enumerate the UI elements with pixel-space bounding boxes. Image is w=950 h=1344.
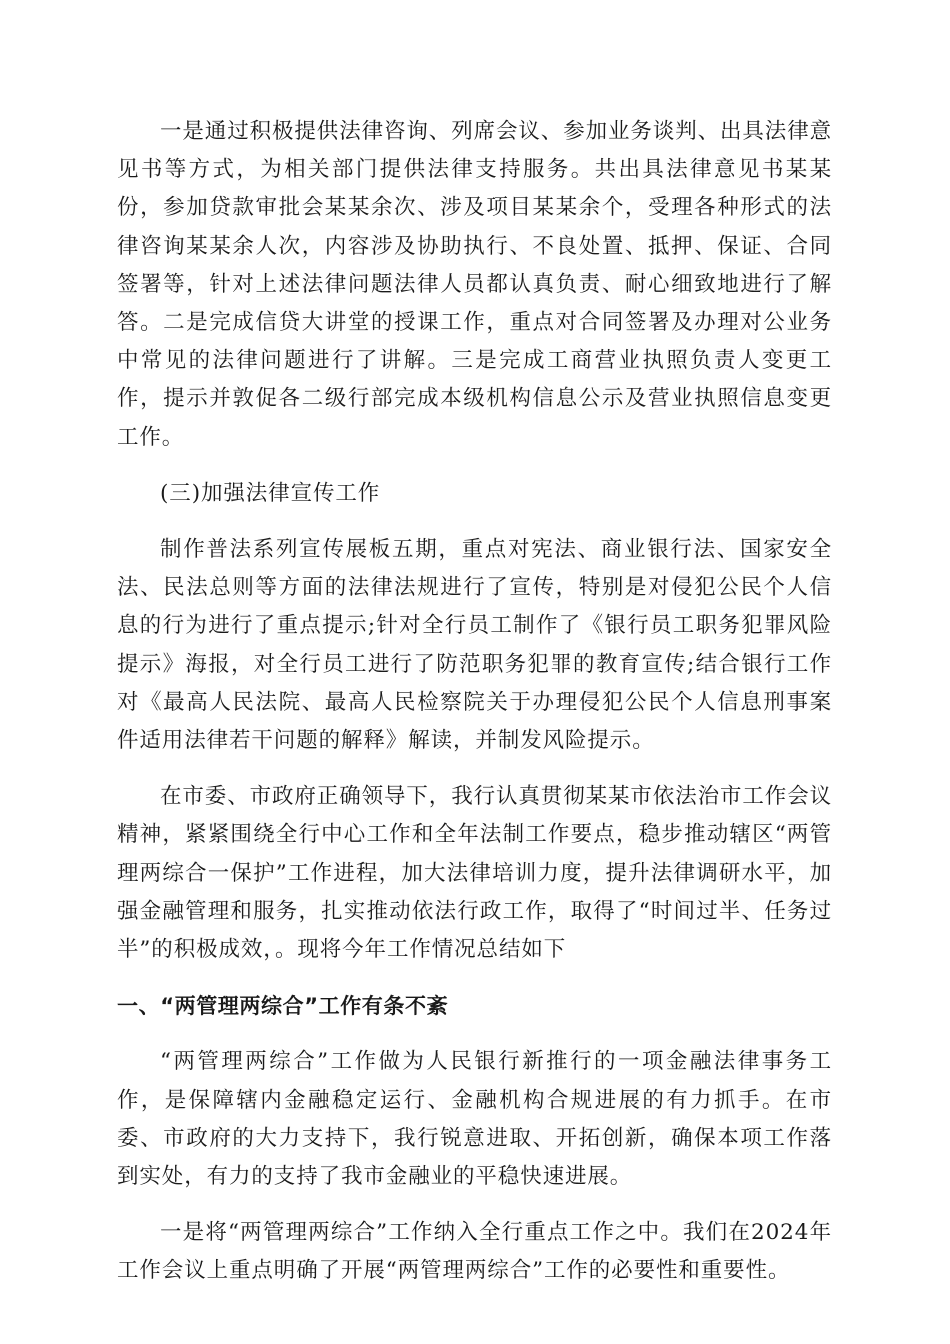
paragraph-two-management-overview: “两管理两综合”工作做为人民银行新推行的一项金融法律事务工作，是保障辖内金融稳定运行、金融机构合规进展的有力抓手。在市委、市政府的大力支持下，我行锐意进取、开拓创新，确保本项工作落到实处，有力的支持了我市金融业的平稳快速进展。 xyxy=(117,1049,832,1190)
paragraph-key-work: 一是将“两管理两综合”工作纳入全行重点工作之中。我们在2024年工作会议上重点明确了开展“两管理两综合”工作的必要性和重要性。 xyxy=(117,1220,832,1284)
section-heading-legal-publicity: (三)加强法律宣传工作 xyxy=(160,480,381,506)
document-body xyxy=(117,113,832,1291)
section-heading-two-management: 一、“两管理两综合”工作有条不紊 xyxy=(117,994,449,1019)
paragraph-legal-support: 一是通过积极提供法律咨询、列席会议、参加业务谈判、出具法律意见书等方式，为相关部门提供法律支持服务。共出具法律意见书某某份，参加贷款审批会某某余次、涉及项目某某余个，受理各种形式的法律咨询某某余人次，内容涉及协助执行、不良处置、抵押、保证、合同签署等，针对上述法律问题法律人员都认真负责、耐心细致地进行了解答。二是完成信贷大讲堂的授课工作，重点对合同签署及办理对公业务中常见的法律问题进行了讲解。三是完成工商营业执照负责人变更工作，提示并敦促各二级行部完成本级机构信息公示及营业执照信息变更工作。 xyxy=(117,119,833,450)
paragraph-legal-publicity: 制作普法系列宣传展板五期，重点对宪法、商业银行法、国家安全法、民法总则等方面的法律法规进行了宣传，特别是对侵犯公民个人信息的行为进行了重点提示;针对全行员工制作了《银行员工职务犯罪风险提示》海报，对全行员工进行了防范职务犯罪的教育宣传;结合银行工作对《最高人民法院、最高人民检察院关于办理侵犯公民个人信息刑事案件适用法律若干问题的解释》解读，并制发风险提示。 xyxy=(117,537,832,754)
paragraph-annual-summary-intro: 在市委、市政府正确领导下，我行认真贯彻某某市依法治市工作会议精神，紧紧围绕全行中心工作和全年法制工作要点，稳步推动辖区“两管理两综合一保护”工作进程，加大法律培训力度，提升法律调研水平，加强金融管理和服务，扎实推动依法行政工作，取得了“时间过半、任务过半”的积极成效，。现将今年工作情况总结如下 xyxy=(117,784,833,963)
